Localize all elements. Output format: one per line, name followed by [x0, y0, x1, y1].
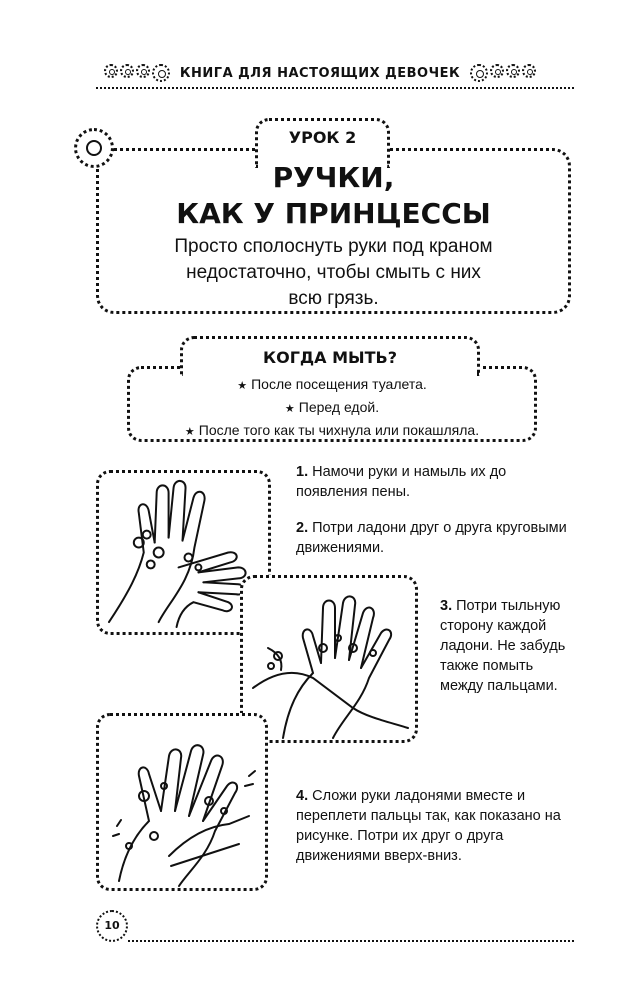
list-item	[131, 420, 533, 443]
when-title: КОГДА МЫТЬ?	[263, 348, 397, 367]
hands-interlaced-icon	[99, 716, 265, 888]
flower-icon	[104, 64, 118, 78]
star-icon: ★	[237, 380, 248, 392]
star-icon: ★	[184, 426, 195, 438]
list-item-text: Перед едой.	[298, 399, 380, 415]
lesson-title-line: КАК У ПРИНЦЕССЫ	[176, 197, 491, 230]
step-number: 4.	[296, 788, 309, 804]
list-item	[131, 397, 533, 420]
lesson-intro	[120, 234, 547, 312]
step-description: Потри ладони друг о друга круговыми движениями.	[296, 520, 567, 556]
header-divider	[96, 87, 574, 89]
illustration-step-4	[96, 713, 268, 891]
intro-line: недостаточно, чтобы смыть с них	[186, 262, 481, 283]
running-header	[130, 62, 510, 84]
flower-icon	[506, 64, 520, 78]
flower-icon	[120, 64, 134, 78]
step-text	[296, 786, 576, 866]
list-item-text: После посещения туалета.	[251, 376, 427, 392]
step-text	[296, 462, 576, 502]
header-ornament-right	[470, 64, 536, 82]
illustration-step-3	[240, 575, 418, 743]
footer-divider	[128, 940, 574, 942]
lesson-number: УРОК 2	[288, 128, 357, 147]
book-title: КНИГА ДЛЯ НАСТОЯЩИХ ДЕВОЧЕК	[179, 65, 461, 81]
flower-icon	[136, 64, 150, 78]
intro-line: Просто сполоснуть руки под краном	[174, 236, 493, 257]
flower-icon	[470, 64, 488, 82]
hands-back-rub-icon	[243, 578, 415, 740]
step-text	[296, 518, 576, 558]
list-item	[131, 374, 533, 397]
flower-icon	[490, 64, 504, 78]
step-text	[440, 596, 570, 696]
page-number: 10	[96, 910, 128, 942]
list-item-text: После того как ты чихнула или покашляла.	[198, 422, 480, 438]
lesson-title-line: РУЧКИ,	[272, 161, 395, 194]
step-description: Намочи руки и намыль их до появления пены.	[296, 464, 507, 500]
step-number: 2.	[296, 520, 309, 536]
step-description: Сложи руки ладонями вместе и переплети пальцы так, как показано на рисунке. Потри их друг о друга движениями вверх-вниз.	[296, 788, 561, 864]
star-icon: ★	[284, 403, 295, 415]
step-description: Потри тыльную сторону каждой ладони. Не забудь также помыть между пальцами.	[440, 598, 566, 694]
step-number: 3.	[440, 598, 453, 614]
when-list	[131, 374, 533, 443]
flower-icon	[152, 64, 170, 82]
intro-line: всю грязь.	[288, 288, 379, 309]
flower-icon	[522, 64, 536, 78]
header-ornament-left	[104, 64, 170, 82]
step-number: 1.	[296, 464, 309, 480]
lesson-title	[100, 160, 567, 232]
